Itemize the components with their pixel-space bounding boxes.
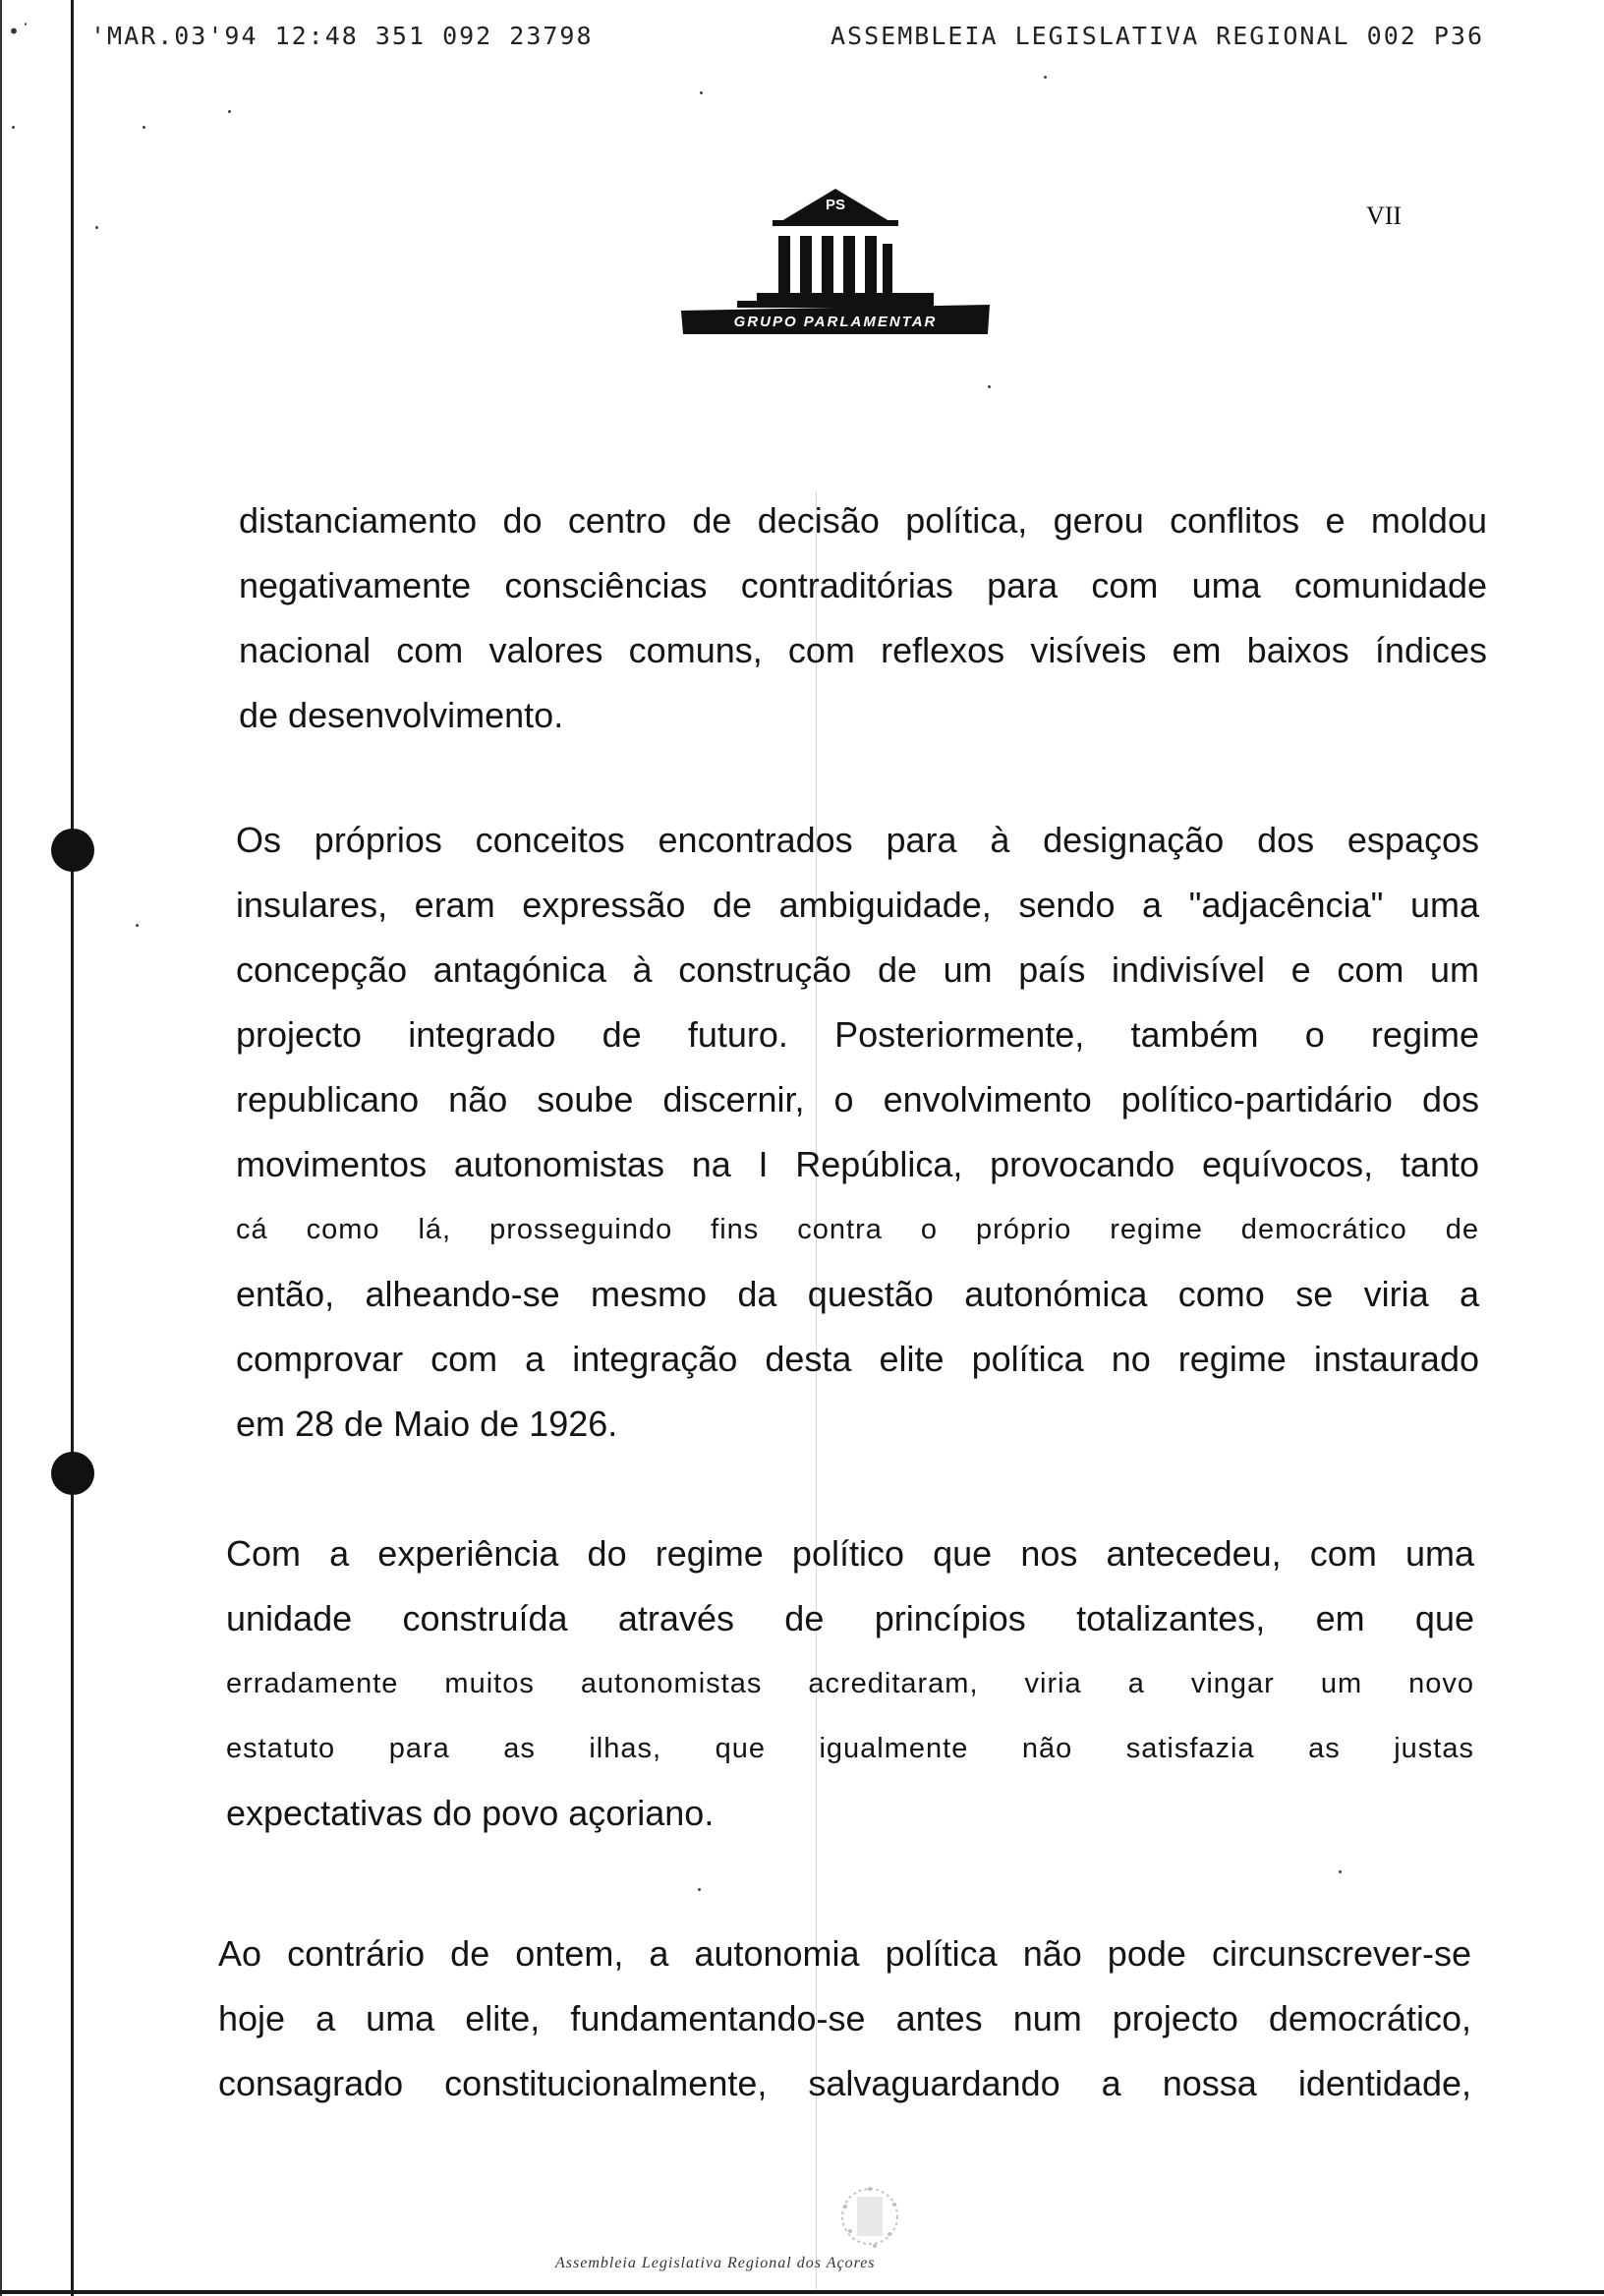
text-line: estatuto para as ilhas, que igualmente não satisfazia as justas [226,1733,1474,1764]
text-line: projecto integrado de futuro. Posteriormente, também o regime [236,1014,1479,1055]
fax-bottom-rule [0,2290,1604,2294]
page-left-edge [0,0,2,2296]
hole-punch [51,1452,94,1495]
text-line: distanciamento do centro de decisão política, gerou conflitos e moldou [239,500,1487,541]
logo-lettering: GRUPO PARLAMENTAR [733,314,938,330]
scan-speck [136,924,139,927]
text-line: movimentos autonomistas na I República, provocando equívocos, tanto [236,1144,1479,1184]
text-line: insulares, eram expressão de ambiguidade, sendo a "adjacência" uma [236,885,1479,925]
text-line: Os próprios conceitos encontrados para à designação dos espaços [236,820,1479,860]
scan-speck [143,126,145,129]
fax-margin-rule [71,0,74,2296]
text-line: consagrado constitucionalmente, salvaguardando a nossa identidade, [218,2063,1471,2103]
text-line: de desenvolvimento. [239,695,564,735]
text-line: hoje a uma elite, fundamentando-se antes num projecto democrático, [218,1998,1471,2038]
scan-speck [1044,76,1047,79]
text-line: concepção antagónica à construção de um país indivisível e com um [236,949,1479,990]
paragraph-1 [239,488,1487,748]
scan-speck [988,385,991,388]
paragraph-4 [218,1922,1471,2116]
text-line: republicano não soube discernir, o envolvimento político-partidário dos [236,1079,1479,1119]
text-line: comprovar com a integração desta elite política no regime instaurado [236,1339,1479,1379]
scan-speck [12,126,15,129]
scan-speck [228,110,231,113]
text-line: erradamente muitos autonomistas acreditaram, viria a vingar um novo [226,1668,1474,1699]
text-line: negativamente consciências contraditórias para com uma comunidade [239,565,1487,605]
fax-sender-header: ASSEMBLEIA LEGISLATIVA REGIONAL 002 P36 [831,22,1484,50]
text-line: nacional com valores comuns, com reflexos visíveis em baixos índices [239,630,1487,670]
fax-transmission-header: 'MAR.03'94 12:48 351 092 23798 [90,22,594,50]
text-line: cá como lá, prosseguindo fins contra o próprio regime democrático de [236,1214,1479,1245]
scan-speck [95,226,98,229]
fax-corner-mark: •˙ [8,20,32,43]
footer-stamp-text: Assembleia Legislativa Regional dos Açores [555,2255,876,2271]
paragraph-3 [226,1521,1474,1846]
hole-punch [51,829,94,872]
text-line: Com a experiência do regime político que nos antecedeu, com uma [226,1533,1474,1574]
page-number: VII [1366,201,1403,230]
text-line: então, alheando-se mesmo da questão autonómica como se viria a [236,1274,1479,1314]
paragraph-2 [236,808,1479,1457]
logo-monogram: PS [825,197,845,213]
scan-speck [700,91,703,94]
scan-speck [1339,1870,1342,1873]
text-line: expectativas do povo açoriano. [226,1793,715,1833]
text-line: em 28 de Maio de 1926. [236,1404,618,1444]
scan-speck [698,1888,701,1891]
text-line: unidade construída através de princípios totalizantes, em que [226,1598,1474,1638]
text-line: Ao contrário de ontem, a autonomia política não pode circunscrever-se [218,1933,1471,1974]
